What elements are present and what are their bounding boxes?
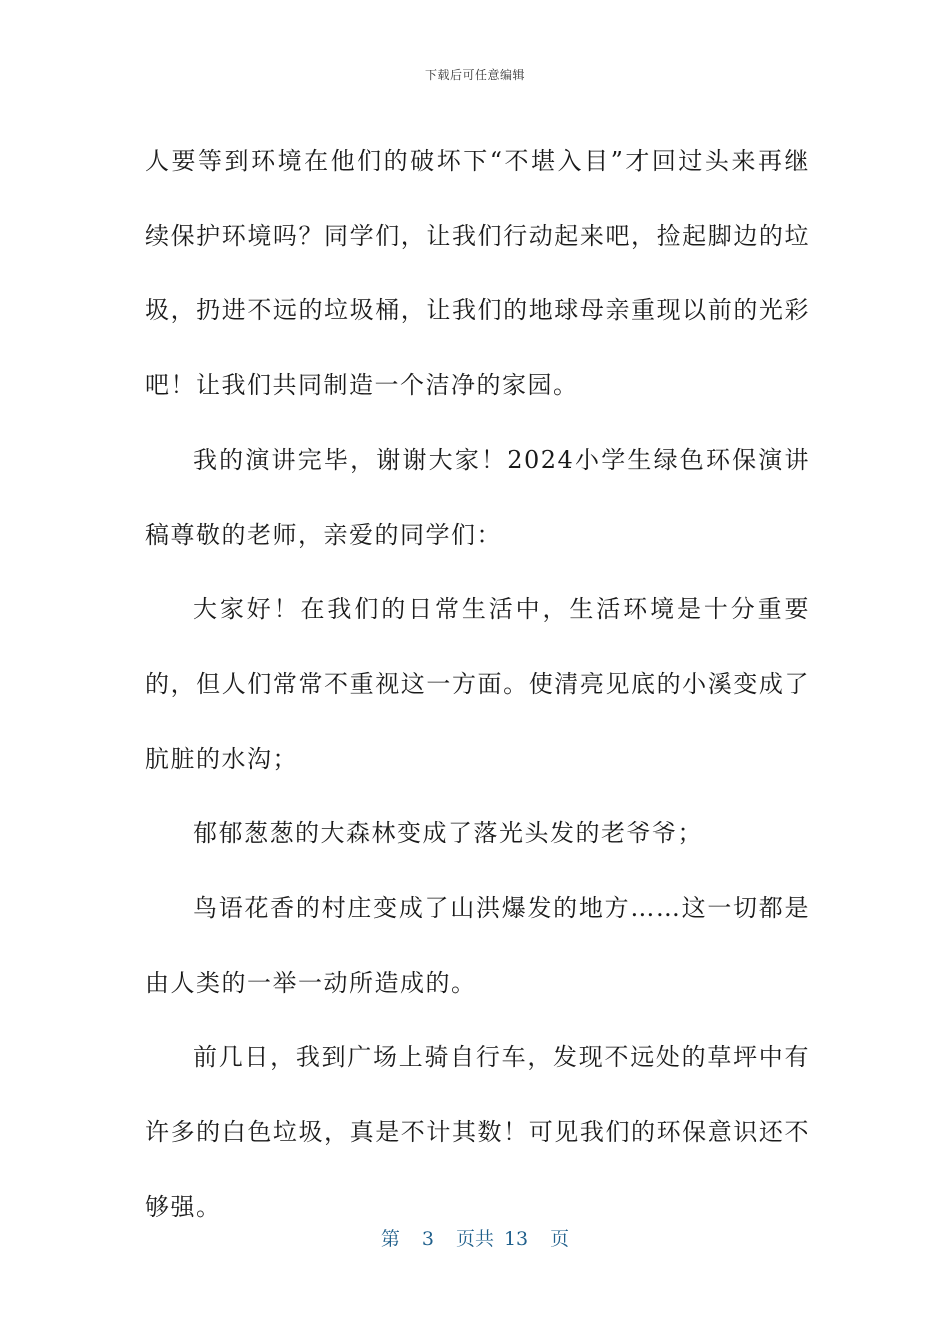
paragraph-5: 鸟语花香的村庄变成了山洪爆发的地方……这一切都是由人类的一举一动所造成的。 — [145, 894, 810, 997]
footer-prefix: 第 — [380, 1228, 400, 1250]
footer-suffix: 页 — [550, 1228, 570, 1250]
paragraph-6: 前几日，我到广场上骑自行车，发现不远处的草坪中有许多的白色垃圾，真是不计其数！可见我们的环保意识还不够强。 — [145, 1043, 810, 1221]
page-footer — [0, 1224, 950, 1251]
paragraph-1: 人要等到环境在他们的破坏下“不堪入目”才回过头来再继续保护环境吗？同学们，让我们行动起来吧，捡起脚边的垃圾，扔进不远的垃圾桶，让我们的地球母亲重现以前的光彩吧！让我们共同制造一个洁净的家园。 — [145, 147, 810, 400]
footer-middle: 页共 — [455, 1228, 494, 1250]
header-note: 下载后可任意编辑 — [424, 68, 525, 82]
footer-current-page: 3 — [421, 1228, 434, 1250]
paragraph-4: 郁郁葱葱的大森林变成了落光头发的老爷爷； — [193, 819, 703, 848]
paragraph-2: 我的演讲完毕，谢谢大家！2024小学生绿色环保演讲稿尊敬的老师，亲爱的同学们： — [145, 445, 810, 549]
paragraph-3: 大家好！在我们的日常生活中，生活环境是十分重要的，但人们常常不重视这一方面。使清亮见底的小溪变成了肮脏的水沟； — [145, 595, 810, 773]
footer-total-pages: 13 — [503, 1228, 529, 1250]
document-body — [145, 124, 810, 1245]
